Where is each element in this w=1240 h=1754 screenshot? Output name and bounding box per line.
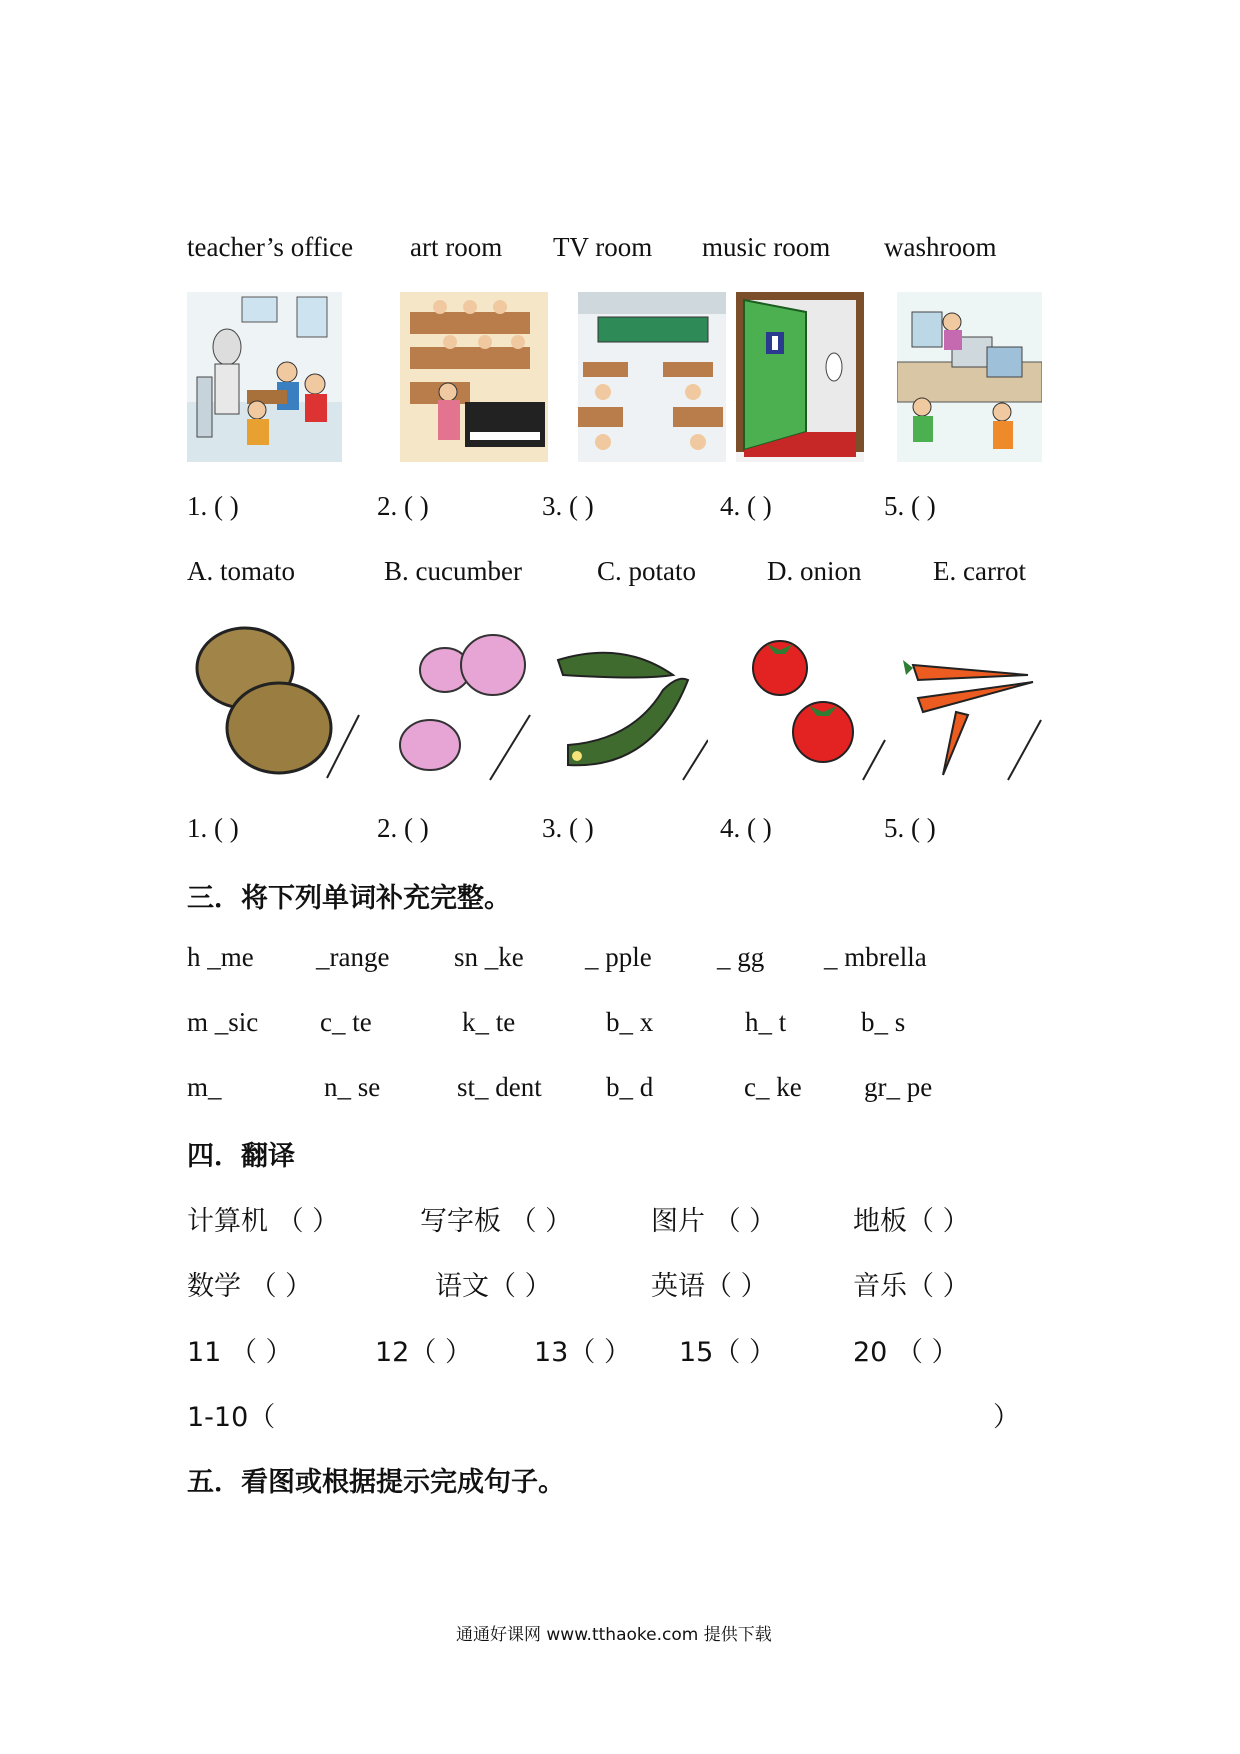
word-blank-umbrella: _ mbrella: [824, 942, 927, 972]
word-blank-grape: gr_ pe: [864, 1072, 933, 1102]
word-blank-kite: k_ te: [462, 1007, 516, 1037]
veg-answer-5[interactable]: 5. ( ): [884, 813, 936, 843]
room-label-music-room: music room: [702, 232, 831, 262]
word-blank-hat: h_ t: [745, 1007, 787, 1037]
word-blank-egg: _ gg: [717, 942, 765, 972]
teachers-office-picture: [897, 292, 1042, 462]
word-blank-music: m _sic: [187, 1007, 259, 1037]
translate-1-10-close: ）: [993, 1402, 1020, 1433]
section4-heading: 四．翻译: [187, 1141, 295, 1172]
veg-label-cucumber: B. cucumber: [384, 556, 522, 586]
music-room-picture: [400, 292, 548, 462]
art-room-picture: [187, 292, 342, 462]
translate-12[interactable]: 12（ ）: [375, 1337, 472, 1368]
word-blank-bed: b_ d: [606, 1072, 654, 1102]
translate-20[interactable]: 20 （ ）: [853, 1337, 959, 1368]
veg-label-tomato: A. tomato: [187, 556, 295, 586]
washroom-picture: [736, 292, 864, 462]
carrot-picture: [898, 620, 1043, 782]
translate-1-10-open[interactable]: 1-10（: [187, 1402, 276, 1433]
cucumber-picture: [553, 620, 708, 782]
room-answer-5[interactable]: 5. ( ): [884, 491, 936, 521]
room-label-tv-room: TV room: [553, 232, 653, 262]
tv-room-picture: [578, 292, 726, 462]
veg-label-carrot: E. carrot: [933, 556, 1026, 586]
room-label-washroom: washroom: [884, 232, 997, 262]
word-blank-me: m_: [187, 1072, 222, 1102]
room-label-art-room: art room: [410, 232, 503, 262]
translate-computer[interactable]: 计算机 （ ）: [187, 1206, 340, 1237]
translate-wordpad[interactable]: 写字板 （ ）: [420, 1206, 573, 1237]
onion-picture: [385, 620, 535, 782]
tomato-picture: [735, 620, 890, 782]
translate-music[interactable]: 音乐（ ）: [853, 1271, 970, 1302]
room-answer-4[interactable]: 4. ( ): [720, 491, 772, 521]
translate-math[interactable]: 数学 （ ）: [187, 1271, 313, 1302]
room-answer-3[interactable]: 3. ( ): [542, 491, 594, 521]
word-blank-bus: b_ s: [861, 1007, 906, 1037]
veg-answer-3[interactable]: 3. ( ): [542, 813, 594, 843]
word-blank-snake: sn _ke: [454, 942, 524, 972]
veg-answer-2[interactable]: 2. ( ): [377, 813, 429, 843]
translate-floor[interactable]: 地板（ ）: [853, 1206, 970, 1237]
room-answer-1[interactable]: 1. ( ): [187, 491, 239, 521]
word-blank-box: b_ x: [606, 1007, 654, 1037]
translate-chinese[interactable]: 语文（ ）: [435, 1271, 552, 1302]
veg-answer-1[interactable]: 1. ( ): [187, 813, 239, 843]
room-label-teachers-office: teacher’s office: [187, 232, 354, 262]
section5-heading: 五．看图或根据提示完成句子。: [187, 1467, 565, 1498]
word-blank-cake: c_ ke: [744, 1072, 802, 1102]
section3-heading: 三．将下列单词补充完整。: [187, 883, 511, 914]
word-blank-student: st_ dent: [457, 1072, 542, 1102]
word-blank-home: h _me: [187, 942, 254, 972]
word-blank-cute: c_ te: [320, 1007, 372, 1037]
potato-picture: [187, 620, 362, 782]
translate-picture[interactable]: 图片 （ ）: [651, 1206, 777, 1237]
veg-answer-4[interactable]: 4. ( ): [720, 813, 772, 843]
translate-13[interactable]: 13（ ）: [534, 1337, 631, 1368]
footer-credit: 通通好课网 www.tthaoke.com 提供下载: [456, 1625, 772, 1645]
translate-11[interactable]: 11 （ ）: [187, 1337, 293, 1368]
veg-label-potato: C. potato: [597, 556, 696, 586]
translate-english[interactable]: 英语（ ）: [651, 1271, 768, 1302]
word-blank-orange: _range: [316, 942, 390, 972]
word-blank-apple: _ pple: [585, 942, 652, 972]
room-answer-2[interactable]: 2. ( ): [377, 491, 429, 521]
translate-15[interactable]: 15（ ）: [679, 1337, 776, 1368]
veg-label-onion: D. onion: [767, 556, 862, 586]
word-blank-nose: n_ se: [324, 1072, 381, 1102]
